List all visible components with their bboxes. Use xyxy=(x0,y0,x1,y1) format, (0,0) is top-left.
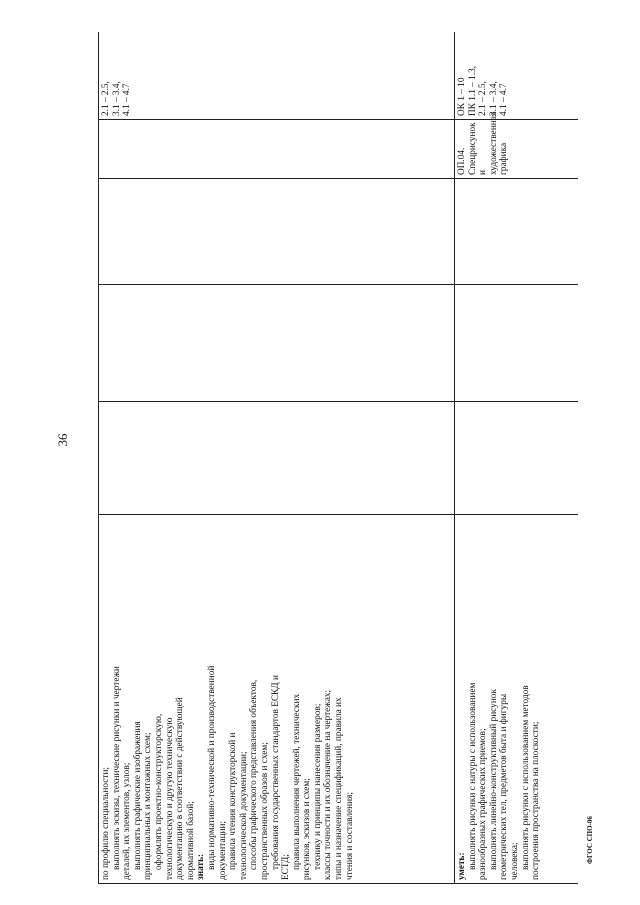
text-line: ЕСТД; xyxy=(281,854,292,880)
footer-mark: ФГОС СПО-06 xyxy=(586,816,594,864)
text-line: 3.1 – 3.4, xyxy=(488,81,499,116)
text-line: виды нормативно-технической и производственной xyxy=(206,665,217,870)
text-line: документации; xyxy=(217,820,228,880)
text-line: ОП.04. Спецрисунок и xyxy=(457,122,489,175)
text-line: разнообразных графических приемов; xyxy=(478,728,489,880)
section-heading: знать: xyxy=(196,853,207,880)
text-line: выполнять рисунки с использованием методов xyxy=(520,685,531,870)
content-cell xyxy=(455,515,579,884)
section-heading: уметь: xyxy=(457,852,467,880)
text-line: типы и назначение спецификаций, правила их xyxy=(334,697,345,880)
text-line: технику и принципы нанесения размеров; xyxy=(312,703,323,870)
text-line: требования государственных стандартов ЕСКД и xyxy=(270,675,281,870)
empty-cell xyxy=(99,402,455,515)
text-line: пространственных образов и схем; xyxy=(259,742,270,880)
text-line: 2.1 – 2.5, xyxy=(101,81,111,116)
table-row xyxy=(455,32,579,884)
text-line: человека; xyxy=(509,842,520,880)
text-line: классы точности и их обозначение на чертежах; xyxy=(323,689,334,880)
text-line: выполнять линейно-конструктивный рисунок xyxy=(488,689,499,870)
empty-cell xyxy=(455,402,579,515)
text-line: технологической документации; xyxy=(238,751,249,880)
text-line: рисунков, эскизов и схем; xyxy=(302,778,313,880)
text-line: 3.1 – 3.4, xyxy=(111,81,122,116)
text-line: выполнять эскизы, технические рисунки и чертежи xyxy=(111,666,122,870)
discipline-text xyxy=(457,111,510,175)
text-line: графика xyxy=(499,142,510,175)
discipline-cell xyxy=(99,120,455,179)
competencies-text xyxy=(101,35,133,116)
text-line: принципиальных и монтажных схем; xyxy=(143,732,154,880)
table-row xyxy=(99,32,455,884)
text-line: 4.1 – 4.7 xyxy=(122,83,133,116)
content-text xyxy=(457,518,542,880)
table-container xyxy=(98,32,578,884)
empty-cell xyxy=(455,285,579,402)
empty-cell xyxy=(99,285,455,402)
curriculum-table xyxy=(98,32,578,884)
text-line: геометрических тел, предметов быта и фигуры xyxy=(499,693,510,880)
text-line: деталей, их элементов, узлов; xyxy=(122,762,133,880)
discipline-cell xyxy=(455,111,579,179)
text-line: нормативной базой; xyxy=(185,801,196,880)
text-line: технологическую и другую техническую xyxy=(164,717,175,880)
rotated-table-frame xyxy=(98,32,578,884)
empty-cell xyxy=(455,179,579,285)
text-line: выполнять рисунки с натуры с использованием xyxy=(467,682,478,870)
page-number: 36 xyxy=(55,433,70,447)
text-line: оформлять проектно-конструкторскую, xyxy=(153,713,164,870)
competencies-text xyxy=(457,35,510,116)
text-line: по профилю специальности; xyxy=(101,767,111,880)
text-line: чтения и составления; xyxy=(344,792,355,880)
text-line: выполнять графические изображения xyxy=(132,721,143,870)
content-cell xyxy=(99,515,455,884)
text-line: документацию в соответствии с действующей xyxy=(175,697,186,880)
text-line: художественная xyxy=(488,111,499,175)
text-line: правила чтения конструкторской и xyxy=(228,732,239,870)
text-line: ОК 1 – 10 xyxy=(457,77,467,116)
text-line: 4.1 – 4.7 xyxy=(499,83,510,116)
text-line: 2.1 – 2.5, xyxy=(478,81,489,116)
text-line: способы графического представления объектов, xyxy=(249,679,260,870)
text-line: правила выполнения чертежей, технических xyxy=(291,693,302,870)
competencies-cell xyxy=(455,32,579,120)
empty-cell xyxy=(99,179,455,285)
text-line: построения пространства на плоскости; xyxy=(531,721,542,880)
content-text xyxy=(101,518,355,880)
competencies-cell xyxy=(99,32,455,120)
text-line: ПК 1.1 – 1.3, xyxy=(467,65,478,116)
